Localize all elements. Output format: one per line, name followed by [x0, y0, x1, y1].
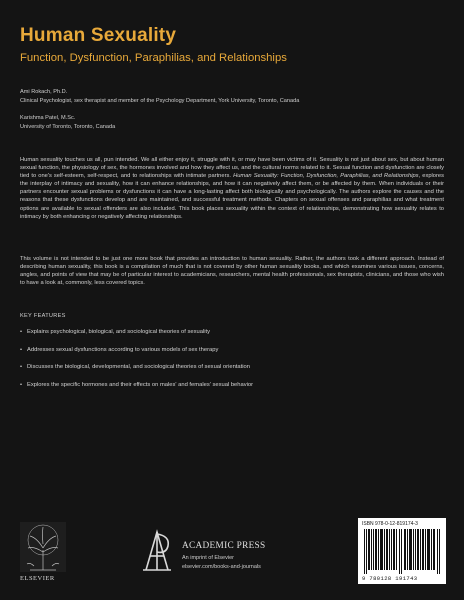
- author-affiliation: Clinical Psychologist, sex therapist and member of the Psychology Department, York University, Toronto, Canada: [20, 98, 300, 104]
- publisher-url[interactable]: elsevier.com/books-and-journals: [182, 564, 261, 570]
- description-paragraph: Human sexuality touches us all, pun intended. We all either enjoy it, struggle with it, or may have been victims of it. Sexuality is not just about sex, but about human sexual function, the physiology of sex, the hormones involved and how they affect us, and the cultural norms related to it. Sexual function and dysfunction are closely tied to one's self-esteem, self-respect, and to relationships with intimate partners. Human Sexuality: Function, Dysfunction, Paraphilias, and Relationships, explores the interplay of intimacy and sexuality, how it can enhance relationships, and how it can negatively affect them, or be affected by them. When individuals or their partners encounter sexual problems or dysfunctions it can have a long-lasting affect both biologically and psychologically. The authors explore the causes and the reasons that these dysfunctions develop and are maintained, and successful treatment methods. Chapters on sexual offenses and paraphilias and what treatment options are available to sexual offenders are also included. This book places sexuality within the context of relationships, demonstrating how sexuality relates to intimacy by both enhancing or negatively affecting relationships.: [20, 157, 444, 220]
- author-name: Ami Rokach, Ph.D.: [20, 89, 68, 95]
- publisher-imprint: An imprint of Elsevier: [182, 555, 234, 561]
- key-feature-item: • Explores the specific hormones and their effects on males' and females' sexual behavior: [20, 382, 254, 388]
- book-subtitle: Function, Dysfunction, Paraphilias, and Relationships: [20, 52, 287, 64]
- author-name: Karishma Patel, M.Sc.: [20, 115, 76, 121]
- isbn-digits: 9 780128 191743: [362, 575, 418, 582]
- barcode-bars: [364, 529, 440, 574]
- key-feature-item: • Discusses the biological, developmental, and sociological theories of sexual orientation: [20, 364, 250, 370]
- key-feature-item: • Addresses sexual dysfunctions according to various models of sex therapy: [20, 347, 219, 353]
- academic-press-logo: [140, 524, 174, 576]
- description-paragraph: This volume is not intended to be just one more book that provides an introduction to human sexuality. Rather, the authors took a different approach. Instead of describing human sexuality, this book is a compilation of much that is not covered by other human sexuality books, and which examines various issues, concerns, angles, and points of view that may be of particular interest to academicians, researchers, mental health professionals, sex therapists, clinicians, and those who wish to have a look at, commonly, less covered topics.: [20, 256, 444, 287]
- key-feature-item: • Explains psychological, biological, and sociological theories of sexuality: [20, 329, 211, 335]
- elsevier-wordmark: ELSEVIER: [20, 575, 55, 582]
- author-affiliation: University of Toronto, Toronto, Canada: [20, 124, 116, 130]
- book-title-italic: Human Sexuality: Function, Dysfunction, Paraphilias, and Relationships: [233, 173, 419, 180]
- isbn-barcode: [358, 518, 446, 584]
- book-title: Human Sexuality: [20, 25, 177, 46]
- isbn-label: ISBN 978-0-12-819174-3: [362, 521, 418, 527]
- elsevier-tree-logo: [20, 522, 66, 572]
- key-features-heading: KEY FEATURES: [20, 313, 66, 319]
- publisher-name: ACADEMIC PRESS: [182, 541, 266, 551]
